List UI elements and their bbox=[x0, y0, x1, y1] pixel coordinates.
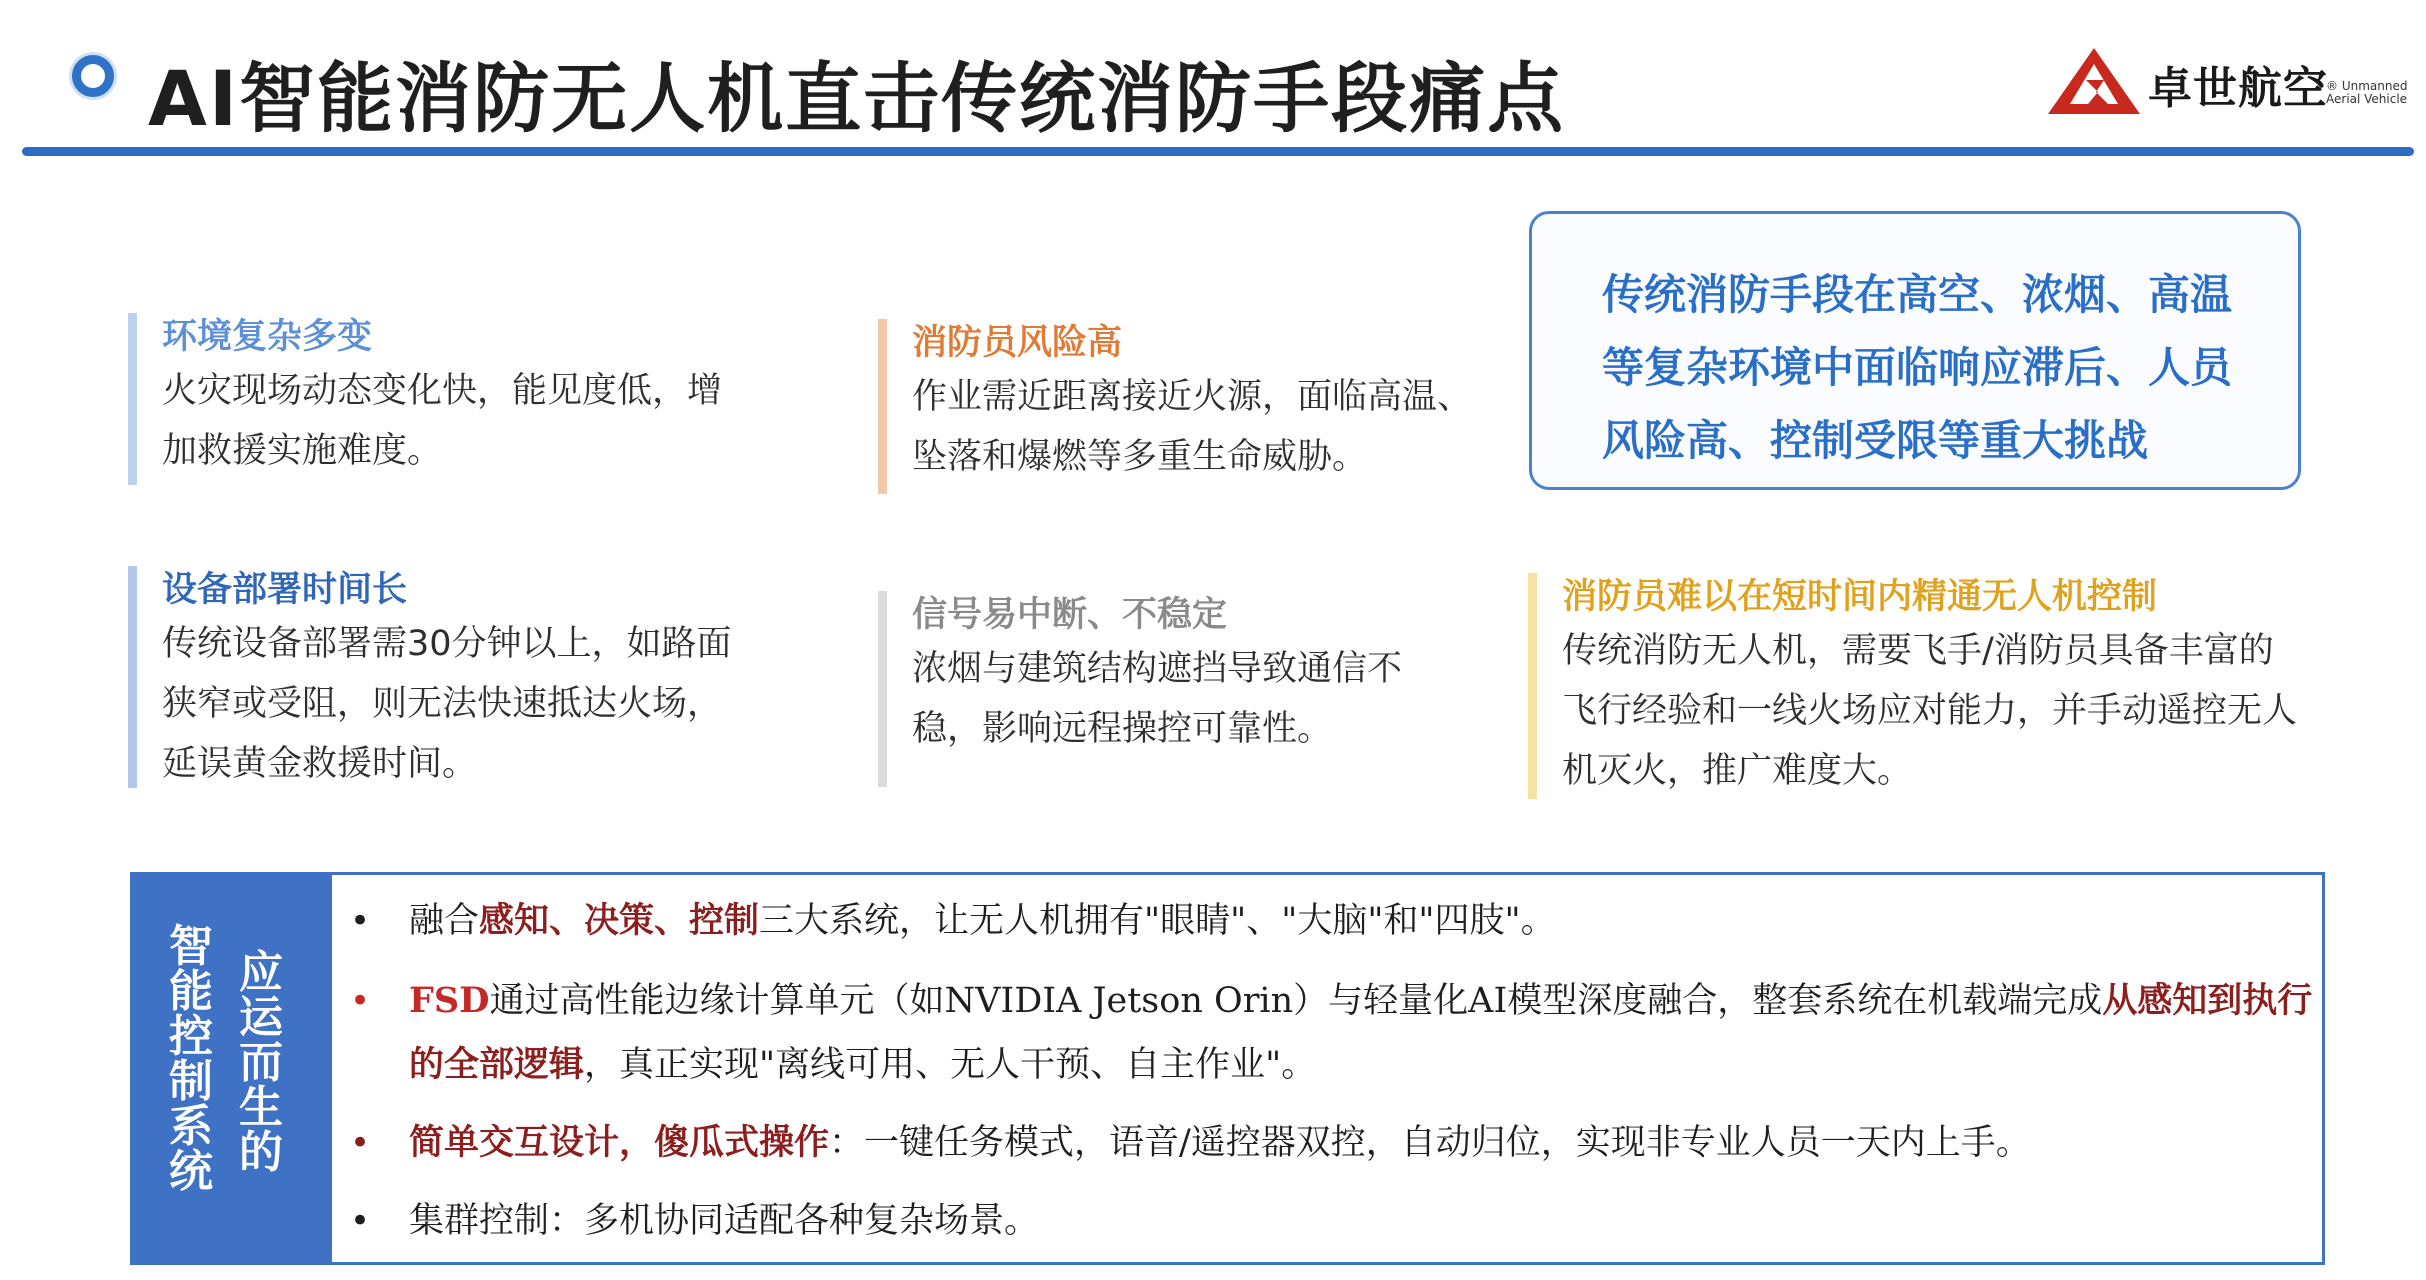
card-title: 设备部署时间长 bbox=[162, 570, 408, 610]
card-deployment-time bbox=[128, 566, 768, 788]
solution-list bbox=[332, 872, 2325, 1265]
logo-subtitle: ® Unmanned Aerial Vehicle bbox=[2326, 79, 2408, 106]
card-firefighter-risk bbox=[878, 319, 1478, 494]
bullet-highlight: 简单交互设计，傻瓜式操作 bbox=[409, 1122, 830, 1163]
bullet-text: 三大系统，让无人机拥有"眼睛"、"大脑"和"四肢"。 bbox=[759, 901, 1556, 941]
card-text: 浓烟与建筑结构遮挡导致通信不稳，影响远程操控可靠性。 bbox=[912, 649, 1403, 749]
card-environment bbox=[128, 313, 768, 485]
card-signal bbox=[878, 591, 1478, 787]
list-item bbox=[332, 1111, 2322, 1175]
company-logo bbox=[2046, 46, 2426, 116]
side-label-col2: 智能控制系统 bbox=[169, 921, 213, 1197]
card-title: 环境复杂多变 bbox=[162, 317, 373, 357]
logo-mark-icon bbox=[2046, 46, 2142, 116]
title-bullet-icon bbox=[72, 55, 114, 97]
bullet-text: 融合 bbox=[409, 901, 480, 941]
card-title: 消防员难以在短时间内精通无人机控制 bbox=[1562, 577, 2158, 617]
list-item bbox=[332, 889, 2322, 953]
card-text: 作业需近距离接近火源，面临高温、坠落和爆燃等多重生命威胁。 bbox=[912, 377, 1473, 477]
bullet-dot: • bbox=[350, 981, 371, 1021]
card-control-difficulty bbox=[1528, 573, 2328, 799]
logo-name: 卓世航空 bbox=[2148, 63, 2328, 114]
page-title: AI智能消防无人机直击传统消防手段痛点 bbox=[148, 54, 1566, 143]
bullet-highlight: 从感知到执行的全部逻辑 bbox=[409, 980, 2313, 1085]
card-accent-bar bbox=[128, 313, 137, 485]
bullet-highlight: 感知、决策、控制 bbox=[479, 900, 760, 941]
list-item bbox=[332, 969, 2322, 1097]
header-divider bbox=[22, 147, 2414, 156]
card-text: 火灾现场动态变化快，能见度低，增加救援实施难度。 bbox=[162, 371, 723, 471]
card-title: 消防员风险高 bbox=[912, 323, 1123, 363]
bullet-dot: • bbox=[350, 901, 371, 941]
bullet-text: ，真正实现"离线可用、无人干预、自主作业"。 bbox=[584, 1045, 1317, 1085]
card-accent-bar bbox=[128, 566, 137, 788]
bullet-dot: • bbox=[350, 1123, 371, 1163]
card-text: 传统设备部署需30分钟以上，如路面狭窄或受阻，则无法快速抵达火场，延误黄金救援时间。 bbox=[162, 624, 732, 784]
card-accent-bar bbox=[878, 319, 887, 494]
list-item bbox=[332, 1189, 2322, 1253]
card-accent-bar bbox=[1528, 573, 1537, 799]
card-title: 信号易中断、不稳定 bbox=[912, 595, 1228, 635]
card-text: 传统消防无人机，需要飞手/消防员具备丰富的飞行经验和一线火场应对能力，并手动遥控无人机灭火，推广难度大。 bbox=[1562, 631, 2298, 791]
bullet-text: 通过高性能边缘计算单元（如NVIDIA Jetson Orin）与轻量化AI模型深度融合，整套系统在机载端完成 bbox=[489, 981, 2103, 1021]
callout-text: 传统消防手段在高空、浓烟、高温等复杂环境中面临响应滞后、人员风险高、控制受限等重大挑战 bbox=[1602, 270, 2233, 465]
bullet-highlight: FSD bbox=[409, 980, 490, 1021]
card-accent-bar bbox=[878, 591, 887, 787]
summary-callout bbox=[1529, 211, 2301, 490]
bullet-dot: • bbox=[350, 1201, 371, 1241]
side-label-col1: 应运而生的 bbox=[239, 947, 283, 1178]
solution-side-label bbox=[130, 872, 332, 1265]
bullet-text: 集群控制：多机协同适配各种复杂场景。 bbox=[409, 1201, 1040, 1241]
bullet-text: ：一键任务模式，语音/遥控器双控，自动归位，实现非专业人员一天内上手。 bbox=[829, 1123, 2031, 1163]
